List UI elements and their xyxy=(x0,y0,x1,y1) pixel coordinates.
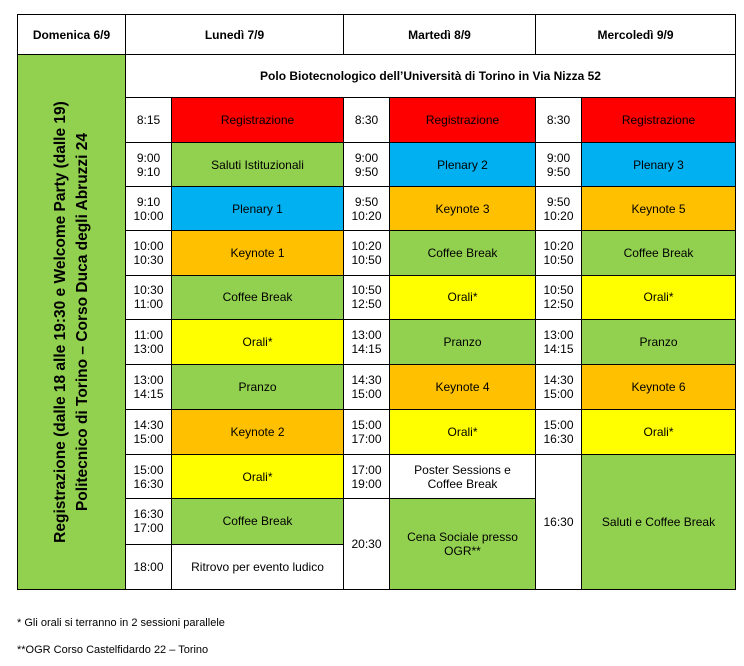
header-sunday: Domenica 6/9 xyxy=(18,15,126,55)
wed-saluti-coffee-break: Saluti e Coffee Break xyxy=(582,454,736,589)
footnote-orali: * Gli orali si terranno in 2 sessioni parallele xyxy=(17,617,225,629)
wed-keynote: Keynote 5 xyxy=(582,187,736,231)
mon-time: 9:00 9:10 xyxy=(126,142,172,186)
wed-time: 9:50 10:20 xyxy=(536,187,582,231)
wed-plenary: Plenary 3 xyxy=(582,142,736,186)
wed-pranzo: Pranzo xyxy=(582,320,736,365)
mon-ritrovo: Ritrovo per evento ludico xyxy=(172,544,344,589)
mon-time: 11:00 13:00 xyxy=(126,320,172,365)
mon-time: 10:00 10:30 xyxy=(126,231,172,275)
mon-keynote: Keynote 2 xyxy=(172,409,344,454)
header-wednesday: Mercoledì 9/9 xyxy=(536,15,736,55)
mon-saluti: Saluti Istituzionali xyxy=(172,142,344,186)
tue-time: 13:00 14:15 xyxy=(344,320,390,365)
tue-orali: Orali* xyxy=(390,409,536,454)
tue-time: 9:00 9:50 xyxy=(344,142,390,186)
sunday-cell xyxy=(18,55,126,590)
mon-time: 10:30 11:00 xyxy=(126,275,172,319)
wed-time: 10:20 10:50 xyxy=(536,231,582,275)
tue-time: 20:30 xyxy=(344,499,390,590)
tue-poster-sessions: Poster Sessions e Coffee Break xyxy=(390,454,536,498)
tue-time: 8:30 xyxy=(344,97,390,142)
tue-time: 17:00 19:00 xyxy=(344,454,390,498)
mon-orali: Orali* xyxy=(172,320,344,365)
tue-coffee-break: Coffee Break xyxy=(390,231,536,275)
wed-time: 16:30 xyxy=(536,454,582,589)
tue-keynote: Keynote 3 xyxy=(390,187,536,231)
tue-cena-sociale: Cena Sociale presso OGR** xyxy=(390,499,536,590)
wed-time: 8:30 xyxy=(536,97,582,142)
wed-orali: Orali* xyxy=(582,409,736,454)
mon-registrazione: Registrazione xyxy=(172,97,344,142)
wed-registrazione: Registrazione xyxy=(582,97,736,142)
tue-plenary: Plenary 2 xyxy=(390,142,536,186)
wed-orali: Orali* xyxy=(582,275,736,319)
tue-pranzo: Pranzo xyxy=(390,320,536,365)
mon-pranzo: Pranzo xyxy=(172,365,344,409)
tue-time: 14:30 15:00 xyxy=(344,365,390,409)
mon-time: 13:00 14:15 xyxy=(126,365,172,409)
schedule-table xyxy=(17,14,736,590)
mon-time: 9:10 10:00 xyxy=(126,187,172,231)
mon-coffee-break: Coffee Break xyxy=(172,499,344,544)
wed-time: 13:00 14:15 xyxy=(536,320,582,365)
header-tuesday: Martedì 8/9 xyxy=(344,15,536,55)
tue-orali: Orali* xyxy=(390,275,536,319)
footnote-ogr: **OGR Corso Castelfidardo 22 – Torino xyxy=(17,644,209,656)
wed-time: 15:00 16:30 xyxy=(536,409,582,454)
tue-time: 10:50 12:50 xyxy=(344,275,390,319)
venue-title: Polo Biotecnologico dell’Università di Torino in Via Nizza 52 xyxy=(126,55,736,97)
mon-plenary: Plenary 1 xyxy=(172,187,344,231)
wed-time: 10:50 12:50 xyxy=(536,275,582,319)
mon-coffee-break: Coffee Break xyxy=(172,275,344,319)
tue-time: 15:00 17:00 xyxy=(344,409,390,454)
wed-time: 14:30 15:00 xyxy=(536,365,582,409)
mon-time: 14:30 15:00 xyxy=(126,409,172,454)
header-monday: Lunedì 7/9 xyxy=(126,15,344,55)
mon-time: 8:15 xyxy=(126,97,172,142)
mon-keynote: Keynote 1 xyxy=(172,231,344,275)
tue-time: 10:20 10:50 xyxy=(344,231,390,275)
mon-time: 15:00 16:30 xyxy=(126,454,172,498)
tue-registrazione: Registrazione xyxy=(390,97,536,142)
wed-keynote: Keynote 6 xyxy=(582,365,736,409)
wed-coffee-break: Coffee Break xyxy=(582,231,736,275)
mon-time: 16:30 17:00 xyxy=(126,499,172,544)
tue-keynote: Keynote 4 xyxy=(390,365,536,409)
wed-time: 9:00 9:50 xyxy=(536,142,582,186)
mon-time: 18:00 xyxy=(126,544,172,589)
mon-orali: Orali* xyxy=(172,454,344,498)
tue-time: 9:50 10:20 xyxy=(344,187,390,231)
sunday-text: Registrazione (dalle 18 alle 19:30 e Welcome Party (dalle 19) Politecnico di Torino – Corso Duca degli Abruzzi 24 xyxy=(51,101,91,543)
